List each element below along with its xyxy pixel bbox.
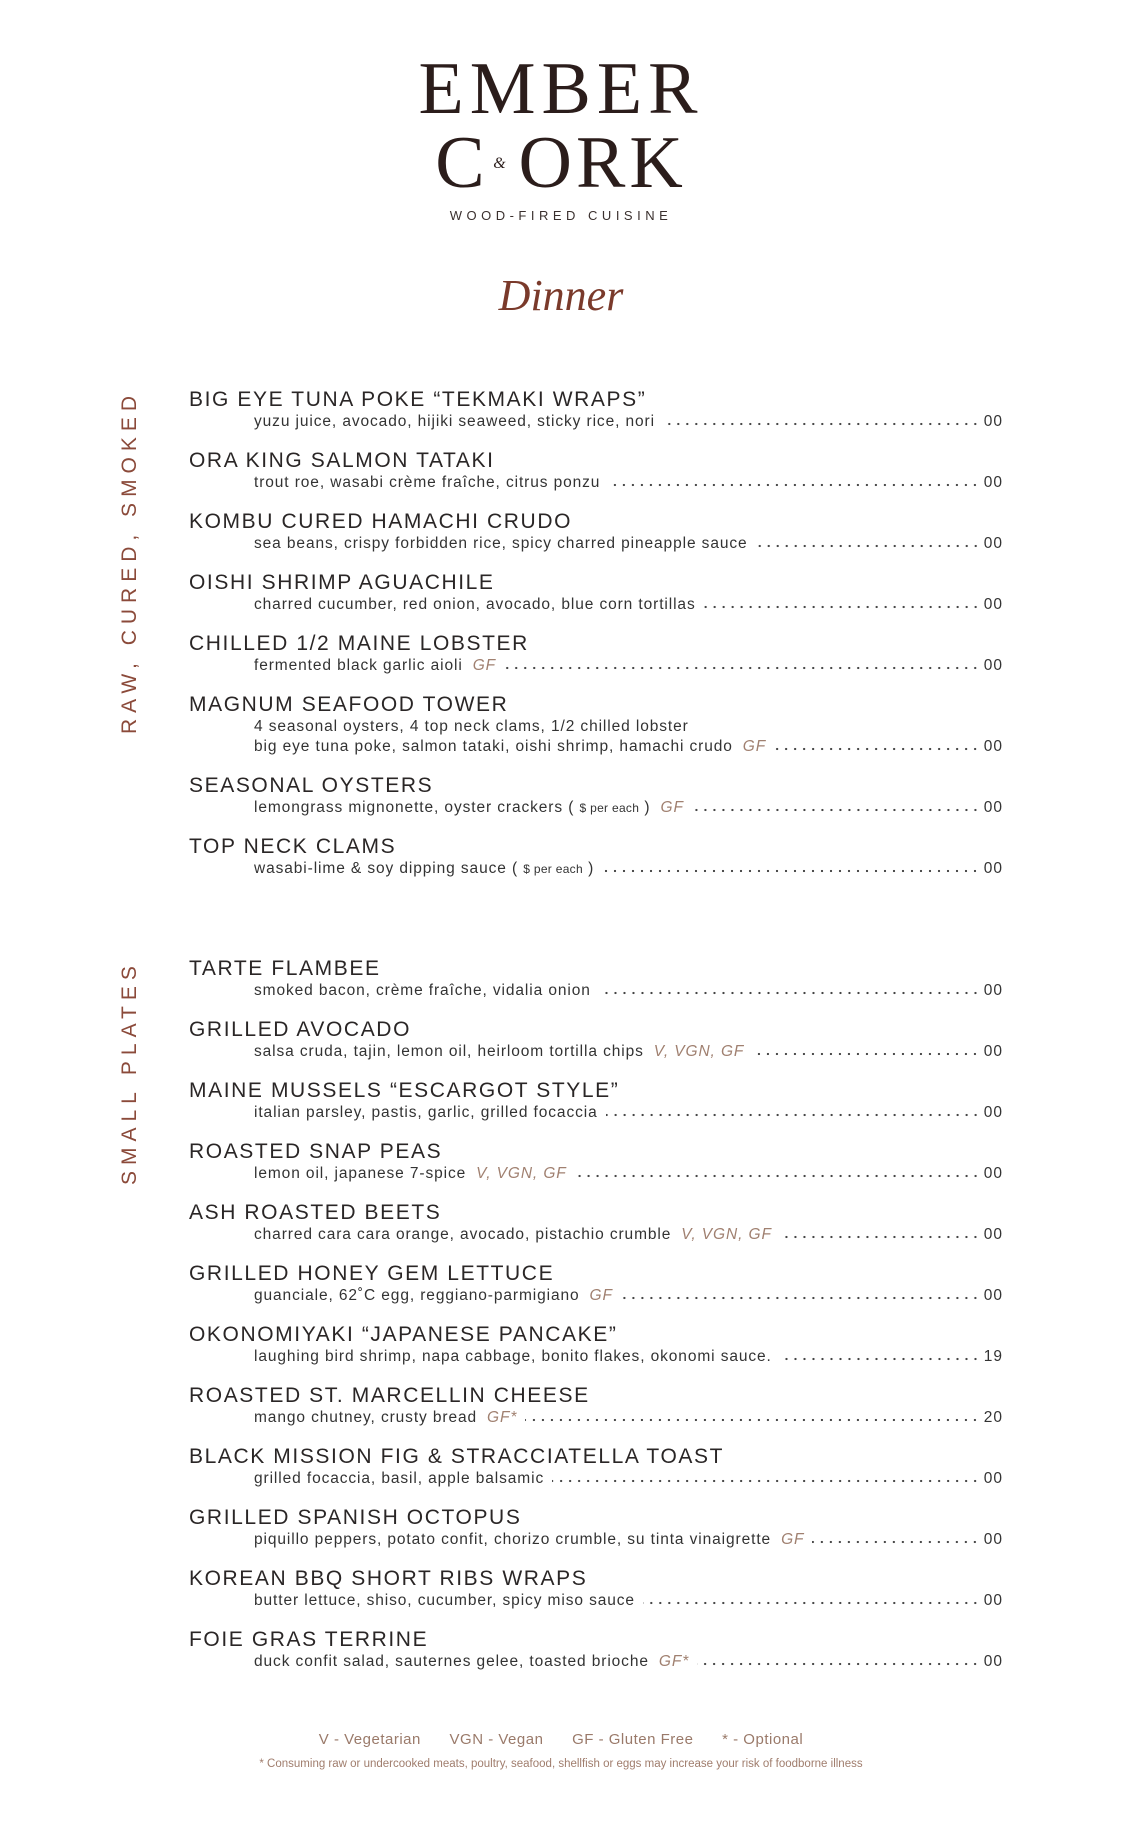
item-title: MAGNUM SEAFOOD TOWER	[189, 693, 509, 716]
menu-item	[189, 1567, 1003, 1628]
item-description	[254, 1530, 1003, 1550]
dietary-tag: GF	[742, 738, 767, 755]
item-title: GRILLED AVOCADO	[189, 1018, 412, 1041]
dot-leader	[575, 1174, 980, 1178]
legend-item: GF - Gluten Free	[572, 1731, 694, 1748]
item-price: 00	[983, 1470, 1003, 1487]
dot-leader	[780, 1235, 980, 1239]
description-text: mango chutney, crusty bread	[254, 1409, 478, 1426]
menu-item	[189, 1445, 1003, 1506]
menu-item	[189, 1079, 1003, 1140]
item-price: 00	[983, 535, 1003, 552]
item-title: ORA KING SALMON TATAKI	[189, 449, 495, 472]
menu-item	[189, 835, 1003, 896]
description-text: big eye tuna poke, salmon tataki, oishi shrimp, hamachi crudo	[254, 738, 733, 755]
item-description	[254, 534, 1003, 554]
section-label-raw: RAW, CURED, SMOKED	[118, 389, 141, 735]
dot-leader	[704, 605, 980, 609]
dot-leader	[643, 1601, 980, 1605]
dot-leader	[774, 747, 980, 751]
item-title: SEASONAL OYSTERS	[189, 774, 434, 797]
item-title: ASH ROASTED BEETS	[189, 1201, 442, 1224]
dietary-tag: GF	[781, 1531, 805, 1548]
item-price: 00	[983, 1104, 1003, 1121]
dietary-tag: GF	[589, 1287, 613, 1304]
menu-item	[189, 1018, 1003, 1079]
menu-item	[189, 1262, 1003, 1323]
item-description	[254, 1225, 1003, 1245]
item-price: 00	[983, 1592, 1003, 1609]
price-note-text: $ per each	[523, 862, 583, 876]
logo-line2-text: CORK	[435, 122, 687, 204]
description-text: lemongrass mignonette, oyster crackers	[254, 799, 564, 816]
item-price: 00	[983, 1226, 1003, 1243]
dot-leader	[780, 1357, 980, 1361]
dietary-tag: GF*	[658, 1653, 690, 1670]
item-title: OISHI SHRIMP AGUACHILE	[189, 571, 495, 594]
menu-item	[189, 1140, 1003, 1201]
dietary-tag: GF*	[487, 1409, 518, 1426]
price-note: ( $ per each )	[563, 799, 651, 816]
item-description	[254, 595, 1003, 615]
description-text: italian parsley, pastis, garlic, grilled focaccia	[254, 1104, 598, 1121]
item-price: 00	[983, 1043, 1003, 1060]
dot-leader	[525, 1418, 979, 1422]
menu-title: Dinner	[498, 271, 624, 320]
item-price: 19	[983, 1348, 1003, 1365]
item-description	[254, 1652, 1003, 1672]
dot-leader	[756, 544, 980, 548]
description-text: grilled focaccia, basil, apple balsamic	[254, 1470, 545, 1487]
description-text: guanciale, 62˚C egg, reggiano-parmigiano	[254, 1287, 580, 1304]
dietary-tag: GF	[472, 657, 497, 674]
description-text: smoked bacon, crème fraîche, vidalia onion	[254, 982, 591, 999]
menu-item	[189, 632, 1003, 693]
item-description	[254, 1103, 1003, 1123]
description-text: salsa cruda, tajin, lemon oil, heirloom tortilla chips	[254, 1043, 644, 1060]
item-title: KOMBU CURED HAMACHI CRUDO	[189, 510, 573, 533]
description-text: charred cara cara orange, avocado, pistachio crumble	[254, 1226, 672, 1243]
item-title: OKONOMIYAKI “JAPANESE PANCAKE”	[189, 1323, 618, 1346]
item-description	[254, 1469, 1003, 1489]
item-price: 00	[983, 860, 1003, 877]
section-raw-cured-smoked	[189, 388, 1003, 896]
description-text: duck confit salad, sauternes gelee, toasted brioche	[254, 1653, 649, 1670]
section-small-plates	[189, 957, 1003, 1689]
menu-item	[189, 388, 1003, 449]
logo-tagline: WOOD-FIRED CUISINE	[449, 208, 673, 223]
item-price: 00	[983, 1165, 1003, 1182]
menu-item	[189, 1506, 1003, 1567]
item-description	[254, 1286, 1003, 1306]
menu-item	[189, 1628, 1003, 1689]
item-title: TARTE FLAMBEE	[189, 957, 381, 980]
menu-item	[189, 957, 1003, 1018]
description-text: wasabi-lime & soy dipping sauce	[254, 860, 507, 877]
dot-leader	[812, 1540, 979, 1544]
item-title: CHILLED 1/2 MAINE LOBSTER	[189, 632, 529, 655]
description-text: charred cucumber, red onion, avocado, blue corn tortillas	[254, 596, 696, 613]
item-price: 00	[983, 982, 1003, 999]
legend-item: VGN - Vegan	[449, 1731, 544, 1748]
dot-leader	[602, 869, 980, 873]
item-description	[254, 473, 1003, 493]
item-description	[254, 859, 1003, 879]
dot-leader	[608, 483, 979, 487]
item-title: ROASTED ST. MARCELLIN CHEESE	[189, 1384, 590, 1407]
description-text: piquillo peppers, potato confit, chorizo crumble, su tinta vinaigrette	[254, 1531, 772, 1548]
restaurant-logo	[0, 48, 1122, 224]
item-price: 00	[983, 474, 1003, 491]
item-description-line	[254, 717, 1003, 737]
menu-item	[189, 510, 1003, 571]
item-description	[254, 1408, 1003, 1428]
item-description	[254, 412, 1003, 432]
dietary-tag: V, VGN, GF	[681, 1226, 772, 1243]
item-price: 00	[983, 738, 1003, 755]
dot-leader	[697, 1662, 980, 1666]
menu-item	[189, 571, 1003, 632]
description-text: sea beans, crispy forbidden rice, spicy charred pineapple sauce	[254, 535, 748, 552]
section-label-small-plates: SMALL PLATES	[118, 960, 141, 1186]
item-price: 00	[983, 1287, 1003, 1304]
description-text: trout roe, wasabi crème fraîche, citrus ponzu	[254, 474, 601, 491]
item-description	[254, 737, 1003, 757]
description-text: butter lettuce, shiso, cucumber, spicy miso sauce	[254, 1592, 635, 1609]
disclaimer: * Consuming raw or undercooked meats, poultry, seafood, shellfish or eggs may increase your risk of foodborne illness	[259, 1758, 863, 1770]
description-text: laughing bird shrimp, napa cabbage, bonito flakes, okonomi sauce.	[254, 1348, 772, 1365]
price-note: ( $ per each )	[506, 860, 595, 877]
dot-leader	[504, 666, 980, 670]
description-text: yuzu juice, avocado, hijiki seaweed, sticky rice, nori	[254, 413, 655, 430]
dietary-tag: GF	[660, 799, 684, 816]
item-description	[254, 1042, 1003, 1062]
item-title: KOREAN BBQ SHORT RIBS WRAPS	[189, 1567, 588, 1590]
item-description	[254, 1347, 1003, 1367]
menu-item	[189, 1384, 1003, 1445]
item-description	[254, 1591, 1003, 1611]
dot-leader	[606, 1113, 980, 1117]
item-title: FOIE GRAS TERRINE	[189, 1628, 429, 1651]
legend-item: V - Vegetarian	[318, 1731, 421, 1748]
menu-item	[189, 1323, 1003, 1384]
dot-leader	[663, 422, 980, 426]
item-description	[254, 981, 1003, 1001]
item-description	[254, 656, 1003, 676]
menu-item	[189, 774, 1003, 835]
logo-ampersand: &	[493, 155, 506, 172]
item-price: 00	[983, 1531, 1003, 1548]
legend-item: * - Optional	[722, 1731, 804, 1748]
item-title: MAINE MUSSELS “ESCARGOT STYLE”	[189, 1079, 620, 1102]
dot-leader	[692, 808, 980, 812]
item-title: GRILLED SPANISH OCTOPUS	[189, 1506, 522, 1529]
item-price: 00	[983, 799, 1003, 816]
item-description	[254, 798, 1003, 818]
logo-line2	[435, 122, 687, 204]
item-title: GRILLED HONEY GEM LETTUCE	[189, 1262, 555, 1285]
dot-leader	[621, 1296, 980, 1300]
item-price: 00	[983, 1653, 1003, 1670]
dietary-legend	[0, 1731, 1122, 1748]
logo-line1: EMBER	[418, 48, 704, 130]
item-title: BIG EYE TUNA POKE “TEKMAKI WRAPS”	[189, 388, 647, 411]
item-price: 20	[983, 1409, 1003, 1426]
item-price: 00	[983, 596, 1003, 613]
item-title: TOP NECK CLAMS	[189, 835, 397, 858]
menu-item	[189, 1201, 1003, 1262]
item-description	[254, 1164, 1003, 1184]
item-price: 00	[983, 413, 1003, 430]
dietary-tag: V, VGN, GF	[476, 1165, 567, 1182]
description-text: 4 seasonal oysters, 4 top neck clams, 1/2 chilled lobster	[254, 718, 689, 735]
item-price: 00	[983, 657, 1003, 674]
dot-leader	[752, 1052, 979, 1056]
item-title: BLACK MISSION FIG & STRACCIATELLA TOAST	[189, 1445, 725, 1468]
item-title: ROASTED SNAP PEAS	[189, 1140, 443, 1163]
dot-leader	[552, 1479, 980, 1483]
description-text: lemon oil, japanese 7-spice	[254, 1165, 467, 1182]
menu-item	[189, 693, 1003, 774]
dietary-tag: V, VGN, GF	[653, 1043, 745, 1060]
dot-leader	[599, 991, 980, 995]
price-note-text: $ per each	[579, 801, 640, 815]
description-text: fermented black garlic aioli	[254, 657, 463, 674]
menu-item	[189, 449, 1003, 510]
